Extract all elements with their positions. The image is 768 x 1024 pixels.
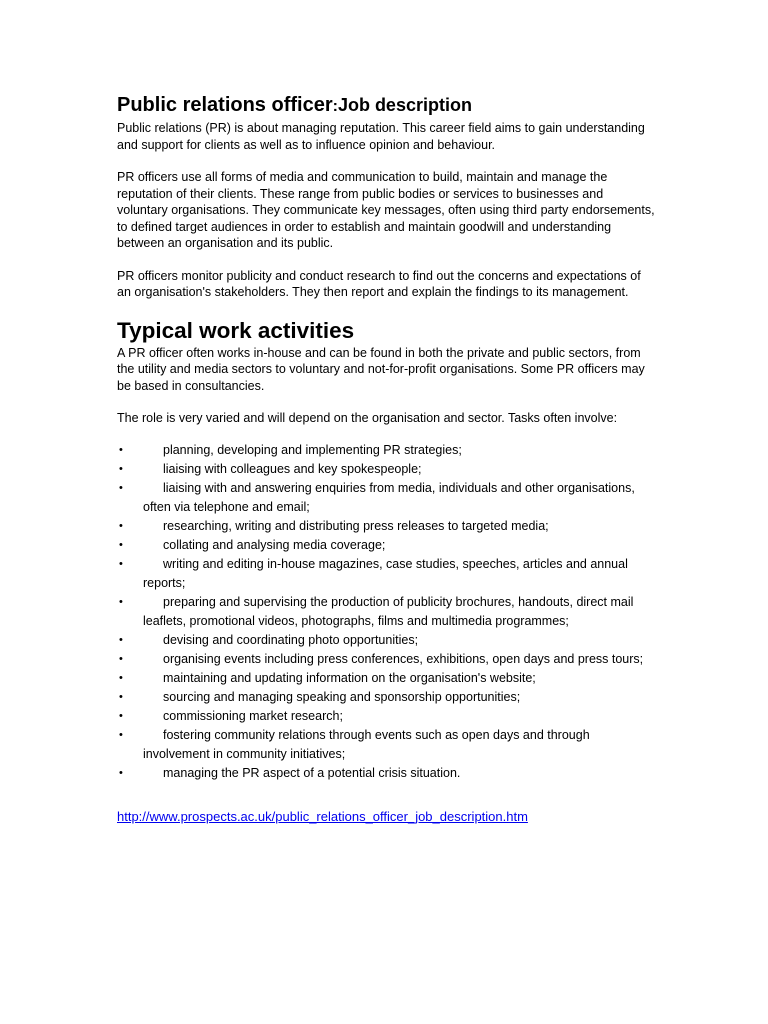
list-item-text: liaising with and answering enquiries from media, individuals and other organisations, often via telephone and email; xyxy=(143,480,635,514)
list-item xyxy=(117,479,657,517)
list-item xyxy=(117,555,657,593)
title-separator: : xyxy=(332,98,338,115)
intro-paragraph-3: PR officers monitor publicity and conduct research to find out the concerns and expectations of an organisation's stakeholders. They then report and explain the findings to its management. xyxy=(117,268,641,299)
list-item-text: managing the PR aspect of a potential crisis situation. xyxy=(163,765,461,780)
intro-paragraph-1: Public relations (PR) is about managing reputation. This career field aims to gain understanding and support for clients as well as to influence opinion and behaviour. xyxy=(117,121,645,152)
list-item-text: writing and editing in-house magazines, case studies, speeches, articles and annual reports; xyxy=(143,556,628,590)
section-paragraph-1: A PR officer often works in-house and can be found in both the private and public sectors, from the utility and media sectors to voluntary and not-for-profit organisations. Some PR officers may be based in consultancies. xyxy=(117,345,645,393)
title-subtitle: Job description xyxy=(337,95,472,115)
bullet-icon: • xyxy=(119,519,123,532)
list-item xyxy=(117,726,657,764)
source-link[interactable]: http://www.prospects.ac.uk/public_relations_officer_job_description.htm xyxy=(117,808,528,824)
bullet-icon: • xyxy=(119,671,123,684)
list-item xyxy=(117,688,657,707)
bullet-icon: • xyxy=(119,690,123,703)
bullet-icon: • xyxy=(119,557,123,570)
bullet-icon: • xyxy=(119,538,123,551)
list-item xyxy=(117,536,657,555)
bullet-icon: • xyxy=(119,481,123,494)
bullet-icon: • xyxy=(119,766,123,779)
section-paragraph-2: The role is very varied and will depend on the organisation and sector. Tasks often involve: xyxy=(117,411,618,425)
list-item xyxy=(117,631,657,650)
list-item xyxy=(117,441,657,460)
bullet-icon: • xyxy=(119,709,123,722)
bullet-icon: • xyxy=(119,652,123,665)
bullet-icon: • xyxy=(119,728,123,741)
list-item xyxy=(117,707,657,726)
bullet-icon: • xyxy=(119,443,123,456)
list-item-text: commissioning market research; xyxy=(163,708,343,723)
document-title xyxy=(117,87,657,120)
list-item xyxy=(117,517,657,536)
list-item xyxy=(117,650,657,669)
list-item xyxy=(117,669,657,688)
list-item-text: collating and analysing media coverage; xyxy=(163,537,386,552)
list-item xyxy=(117,764,657,783)
list-item-text: devising and coordinating photo opportunities; xyxy=(163,632,419,647)
list-item xyxy=(117,460,657,479)
intro-paragraph-2: PR officers use all forms of media and communication to build, maintain and manage the reputation of their clients. These range from public bodies or services to businesses and voluntary organisations. They communicate key messages, often using third party endorsements, to defined target audiences in order to establish and maintain goodwill and understanding between an organisation and its public. xyxy=(117,170,655,250)
list-item-text: organising events including press conferences, exhibitions, open days and press tours; xyxy=(163,651,644,666)
list-item-text: fostering community relations through events such as open days and through involvement in community initiatives; xyxy=(143,727,590,761)
list-item-text: researching, writing and distributing press releases to targeted media; xyxy=(163,518,549,533)
bullet-icon: • xyxy=(119,633,123,646)
list-item-text: preparing and supervising the production of publicity brochures, handouts, direct mail leaflets, promotional videos, photographs, films and multimedia programmes; xyxy=(143,594,634,628)
document-page xyxy=(117,87,657,826)
title-main: Public relations officer xyxy=(117,94,333,116)
list-item-text: sourcing and managing speaking and sponsorship opportunities; xyxy=(163,689,521,704)
bullet-icon: • xyxy=(119,595,123,608)
task-list xyxy=(117,441,657,783)
list-item-text: planning, developing and implementing PR strategies; xyxy=(163,442,462,457)
bullet-icon: • xyxy=(119,462,123,475)
list-item-text: liaising with colleagues and key spokespeople; xyxy=(163,461,422,476)
section-heading: Typical work activities xyxy=(117,317,355,343)
list-item-text: maintaining and updating information on the organisation's website; xyxy=(163,670,536,685)
list-item xyxy=(117,593,657,631)
